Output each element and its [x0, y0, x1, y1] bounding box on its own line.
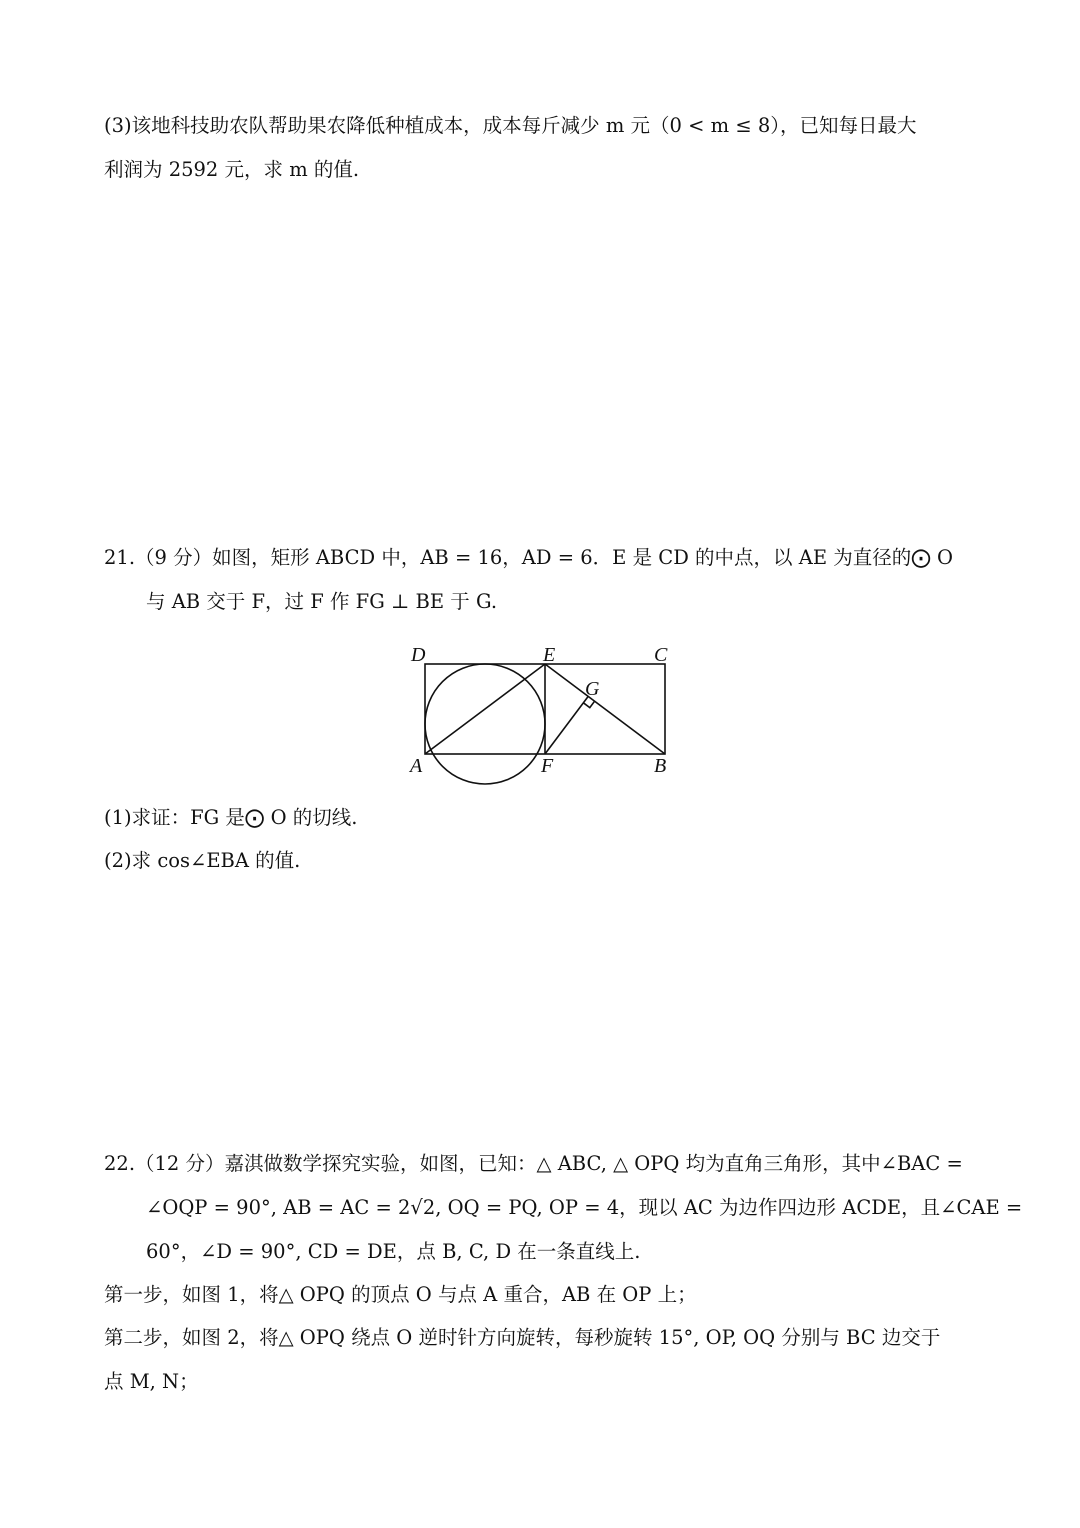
- segment-eb: [545, 664, 665, 754]
- q22-step2-line1: 第二步，如图 2，将△ OPQ 绕点 O 逆时针方向旋转，每秒旋转 15°, OP, OQ 分别与 BC 边交于: [104, 1326, 941, 1349]
- label-a: A: [410, 755, 423, 777]
- q22-step2-line2: 点 M, N；: [104, 1370, 199, 1393]
- segment-ae: [425, 664, 545, 754]
- label-e: E: [543, 644, 556, 666]
- label-g: G: [585, 678, 600, 700]
- label-c: C: [654, 644, 668, 666]
- q22-step1: 第一步，如图 1，将△ OPQ 的顶点 O 与点 A 重合，AB 在 OP 上；: [104, 1283, 697, 1306]
- q22-line1: 22.（12 分）嘉淇做数学探究实验，如图，已知：△ ABC, △ OPQ 均为直角三角形，其中∠BAC =: [104, 1152, 963, 1175]
- q21-part2: (2)求 cos∠EBA 的值.: [104, 849, 301, 872]
- right-angle-mark: [583, 701, 594, 707]
- q20-part3-line2: 利润为 2592 元，求 m 的值.: [104, 158, 360, 181]
- q21-line1: 21.（9 分）如图，矩形 ABCD 中，AB = 16，AD = 6．E 是 CD 的中点，以 AE 为直径的⨀ O: [104, 546, 953, 569]
- q22-line2: ∠OQP = 90°, AB = AC = 2√2, OQ = PQ, OP = 4，现以 AC 为边作四边形 ACDE，且∠CAE =: [146, 1196, 1023, 1219]
- label-f: F: [541, 755, 554, 777]
- label-b: B: [654, 755, 667, 777]
- segment-fg: [545, 696, 588, 754]
- q21-part1: (1)求证：FG 是⨀ O 的切线.: [104, 806, 358, 829]
- q21-rectangle-circle-figure: [400, 630, 690, 790]
- circle-o: [425, 664, 545, 784]
- label-d: D: [411, 644, 426, 666]
- q20-part3-line1: (3)该地科技助农队帮助果农降低种植成本，成本每斤减少 m 元（0 < m ≤ 8），已知每日最大: [104, 114, 917, 137]
- q22-line3: 60°，∠D = 90°, CD = DE，点 B, C, D 在一条直线上.: [146, 1240, 641, 1263]
- q21-line2: 与 AB 交于 F，过 F 作 FG ⊥ BE 于 G.: [146, 590, 498, 613]
